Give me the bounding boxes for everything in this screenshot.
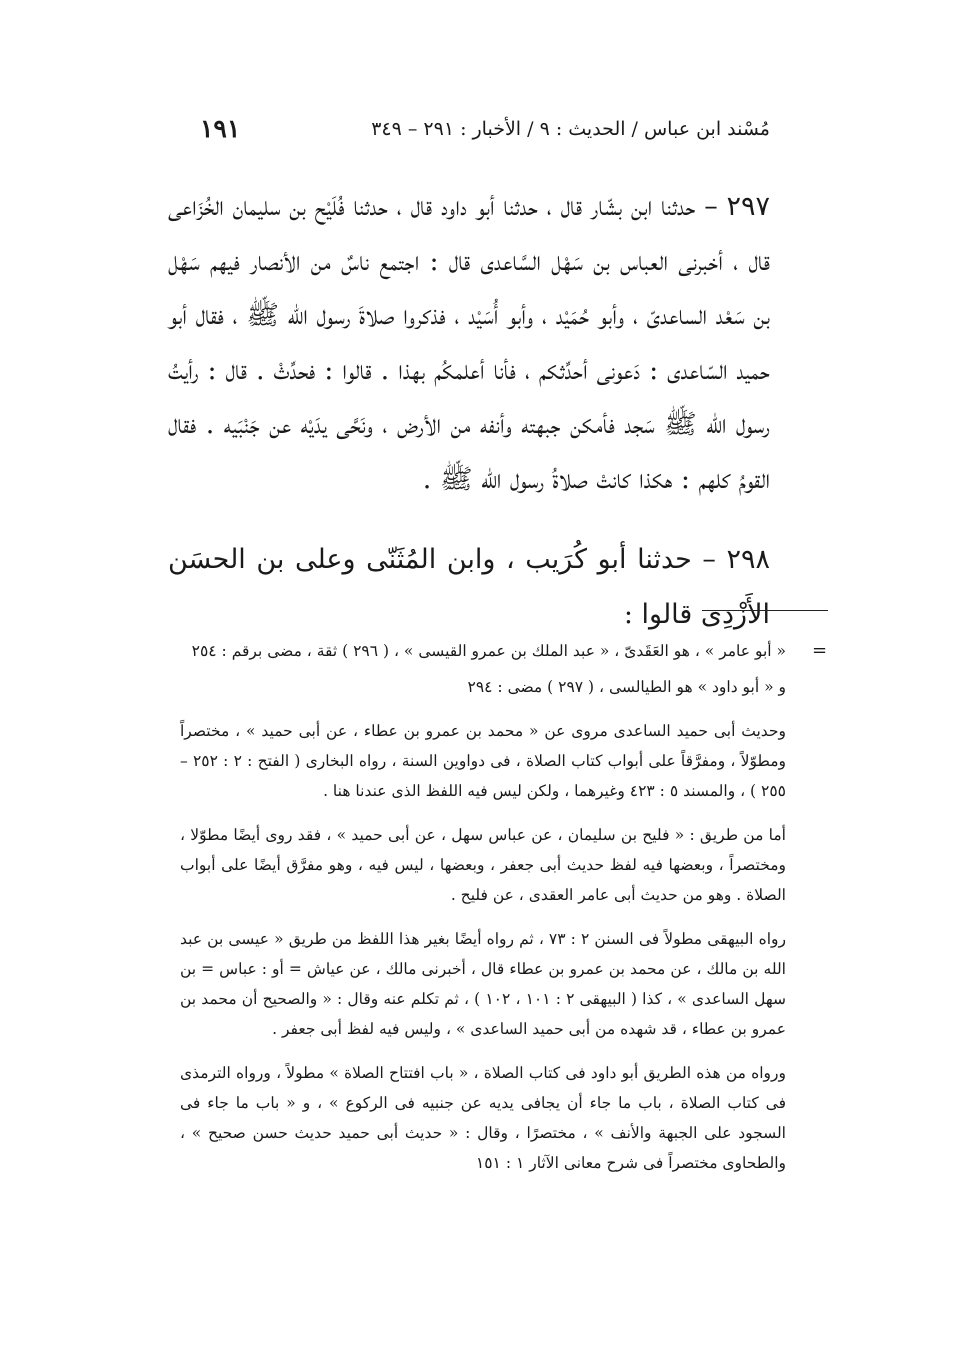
- footnote-continuation-mark: =: [812, 640, 828, 661]
- page-header: [200, 114, 770, 148]
- hadith-298: ٢٩٨ – حدثنا أبو كُرَيب ، وابن المُثَنّى وعلى بن الحسَن الأَزْدِى قالوا :: [168, 544, 770, 630]
- footnote-separator: [702, 610, 828, 611]
- page-number: ١٩١: [200, 114, 241, 143]
- footnote-paragraph-4: ورواه من هذه الطريق أبو داود فى كتاب الصلاة ، « باب افتتاح الصلاة » مطولاً ، ورواه الترمذى فى كتاب الصلاة ، باب ما جاء أن يجافى يديه عن جنبيه فى الركوع » ، و « باب ما جاء فى السجود على الجبهة والأنف » ، مختصرًا ، وقال : « حديث أبى حميد حديث حسن صحيح » ، والطحاوى مختصراً فى شرح معانى الآثار ١ : ١٥١: [180, 1064, 786, 1172]
- running-title: مُسْند ابن عباس / الحديث : ٩ / الأخبار : ٢٩١ – ٣٤٩: [371, 118, 770, 140]
- footnote-line-2: و « أبو داود » هو الطيالسى ، ( ٢٩٧ ) مضى : ٢٩٤: [467, 678, 786, 696]
- footnote-paragraph-1: وحديث أبى حميد الساعدى مروى عن « محمد بن عمرو بن عطاء ، عن أبى حميد » ، مختصراً ومطوّلاً ، ومفرَّقاً على أبواب كتاب الصلاة ، فى دواوين السنة ، رواه البخارى ( الفتح : ٢ : ٢٥٢ – ٢٥٥ ) ، والمسند ٥ : ٤٢٣ وغيرهما ، ولكن ليس فيه اللفظ الذى عندنا هنا .: [180, 722, 786, 800]
- footnotes: [180, 636, 786, 1192]
- footnote-line-1: « أبو عامر » ، هو العَقَدىّ ، « عبد الملك بن عمرو القيسى » ، ( ٢٩٦ ) ثقة ، مضى برقم : ٢٥٤: [191, 642, 786, 660]
- hadith-297: ٢٩٧ – حدثنا ابن بشّار قال ، حدثنا أبو داود قال ، حدثنا فُلَيْح بن سليمان الخُزَاعى قال ، أخبرنى العباس بن سَهْل السَّاعدى قال : اجتمع ناسٌ من الأنصار فيهم سَهْل بن سَعْد الساعدىّ ، وأبو حُمَيْد ، وأبو أُسَيْد ، فذكروا صلاةَ رسول الله ﷺ ، فقال أبو حميد السّاعدى : دَعونى أحدِّثكم ، فأنا أعلمكُم بهذا . قالوا : فحدِّثْ . قال : رأيتُ رسول الله ﷺ سَجد فأمكن جبهته وأنفه من الأرض ، ونَحَّى يدَيْه عن جَنْبَيه . فقال القومُ كلهم : هكذا كانتْ صلاةُ رسول الله ﷺ .: [168, 191, 770, 495]
- footnote-paragraph-2: أما من طريق : « فليح بن سليمان ، عن عباس سهل ، عن أبى حميد » ، فقد روى أيضًا مطوّلا ، ومختصراً ، وبعضها فيه لفظ حديث أبى جعفر ، وبعضها ، ليس فيه ، وهو مفرَّق أيضًا على أبواب الصلاة . وهو من حديث أبى عامر العقدى ، عن فليح .: [180, 826, 786, 904]
- footnote-paragraph-3: رواه البيهقى مطولاً فى السنن ٢ : ٧٣ ، ثم رواه أيضًا بغير هذا اللفظ من طريق « عيسى بن عبد الله بن مالك ، عن محمد بن عمرو بن عطاء قال ، أخبرنى مالك ، عن عياش = أو : عباس = بن سهل الساعدى » ، كذا ( البيهقى ٢ : ١٠١ ، ١٠٢ ) ، ثم تكلم عنه وقال : « والصحيح أن محمد بن عمرو بن عطاء ، قد شهده من أبى حميد الساعدى » ، وليس فيه لفظ أبى جعفر .: [180, 930, 786, 1038]
- main-text: [168, 180, 770, 642]
